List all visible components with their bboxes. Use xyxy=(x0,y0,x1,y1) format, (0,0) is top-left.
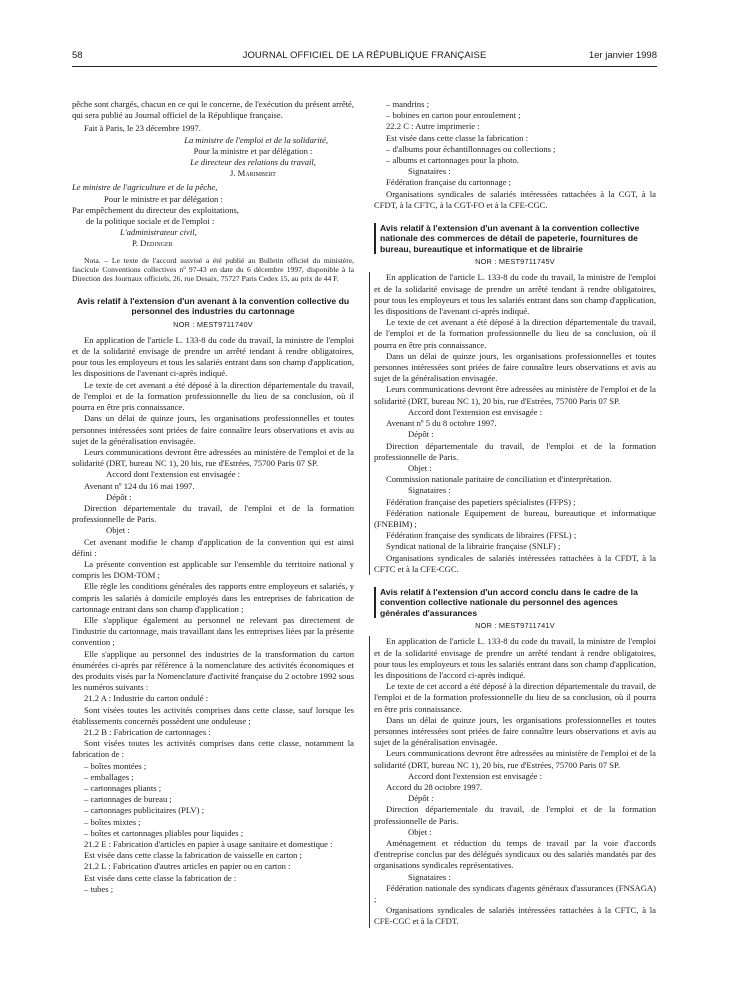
page-number: 58 xyxy=(72,50,83,61)
avis-1-objet-label: Objet : xyxy=(106,525,130,536)
avis-1-code-212l: 21.2 L : Fabrication d'autres articles en papier ou en carton : xyxy=(84,861,291,872)
signature-2-title: Le ministre de l'agriculture et de la pêche, xyxy=(72,182,218,193)
fait-line: Fait à Paris, le 23 décembre 1997. xyxy=(84,123,201,134)
right-column xyxy=(374,99,656,928)
avis-3-body xyxy=(369,636,656,927)
avis-1-code-212l-text: Est visée dans cette classe la fabrication de : xyxy=(84,872,237,883)
list-item: – boîtes montées ; xyxy=(84,760,147,771)
header-rule xyxy=(72,66,657,67)
avis-1-para-3: Dans un délai de quinze jours, les organisations professionnelles et toutes personnes intéressées sont priées de faire connaître leurs observations et avis au sujet de la généralisation envisagée. xyxy=(72,413,354,446)
avis-2-depot-text: Direction départementale du travail, de l'emploi et de la formation professionnelle de Paris. xyxy=(374,440,656,462)
avis-3-accord-label: Accord dont l'extension est envisagée : xyxy=(408,770,542,781)
avis-1-para-1: En application de l'article L. 133-8 du code du travail, la ministre de l'emploi et de la solidarité envisage de prendre un arrêté tendant à rendre obligatoires, pour tous les employeurs et tous les salariés entrant dans son champ d'application, les dispositions de l'avenant ci-après indiqué. xyxy=(72,334,354,379)
signature-1-name: J. Marimbert xyxy=(230,168,276,179)
signataires-label: Signataires : xyxy=(408,166,451,177)
avis-1-nor: NOR : MEST9711740V xyxy=(173,319,253,329)
avis-1-depot-label: Dépôt : xyxy=(106,491,132,502)
avis-1-code-212b: 21.2 B : Fabrication de cartonnages : xyxy=(84,726,211,737)
avis-2-avenant: Avenant nº 5 du 8 octobre 1997. xyxy=(386,418,497,429)
list-item: Syndicat national de la librairie française (SNLF) ; xyxy=(386,541,561,552)
list-item: – albums et cartonnages pour la photo. xyxy=(386,155,519,166)
signataire-1: Fédération française du cartonnage ; xyxy=(386,177,512,188)
avis-2-objet-text: Commission nationale paritaire de conciliation et d'interprétation. xyxy=(386,474,612,485)
avis-3-title: Avis relatif à l'extension d'un accord conclu dans le cadre de la convention collective nationale du personnel des agences générales d'assurances xyxy=(374,587,652,618)
signataire-2: Organisations syndicales de salariés intéressées rattachées à la CGT, à la CFDT, à la CFTC, à la CGT-FO et à la CFE-CGC. xyxy=(374,188,656,210)
avis-3-nor: NOR : MEST9711741V xyxy=(475,621,555,631)
list-item: – boîtes et cartonnages pliables pour liquides ; xyxy=(84,827,244,838)
code-222c: 22.2 C : Autre imprimerie : xyxy=(386,121,480,132)
avis-3-signataire-2: Organisations syndicales de salariés intéressées rattachées à la CFTC, à la CFE-CGC et à la CFDT. xyxy=(374,905,656,927)
list-item: Organisations syndicales de salariés intéressées rattachées à la CFDT, à la CFTC et à la CFE-CGC. xyxy=(374,552,656,574)
nota-note: Nota. – Le texte de l'accord susvisé a été publié au Bulletin officiel du ministère, fascicule Conventions collectives nº 97-43 en date du 6 décembre 1997, disponible à la Direction des Journaux officiels, 26, rue Desaix, 75727 Paris Cedex 15, au prix de 44 F. xyxy=(72,255,354,284)
avis-1-code-212a: 21.2 A : Industrie du carton ondulé : xyxy=(84,693,209,704)
avis-2-nor: NOR : MEST9711745V xyxy=(475,257,555,267)
list-item: – cartonnages pliants ; xyxy=(84,783,162,793)
avis-2-para-2: Le texte de cet avenant a été déposé à la direction départementale du travail, de l'emploi et de la formation professionnelle du lieu de sa conclusion, où il pourra en être pris connaissance. xyxy=(374,317,656,350)
list-item: – cartonnages de bureau ; xyxy=(84,794,172,805)
avis-1-clause-2: Elle règle les conditions générales des rapports entre employeurs et salariés, y compris les salariés à domicile employés dans les entreprises de fabrication de cartonnage entrant dans son champ d'application ; xyxy=(72,581,354,614)
avis-2-para-3: Dans un délai de quinze jours, les organisations professionnelles et toutes personnes intéressées sont priées de faire connaître leurs observations et avis au sujet de la généralisation envisagée. xyxy=(374,350,656,384)
avis-1-title: Avis relatif à l'extension d'un avenant à la convention collective du personnel des industries du cartonnage xyxy=(76,295,350,317)
avis-1-depot-text: Direction départementale du travail, de l'emploi et de la formation professionnelle de Paris. xyxy=(72,502,354,525)
list-item: – d'albums pour échantillonnages ou collections ; xyxy=(386,143,556,154)
avis-1-para-2: Le texte de cet avenant a été déposé à la direction départementale du travail, de l'emploi et de la formation professionnelle du lieu de sa conclusion, où il pourra en être pris connaissance. xyxy=(72,379,354,413)
avis-3-objet-text: Aménagement et réduction du temps de travail par la voie d'accords d'entreprise conclus par des délégués syndicaux ou des salariés mandatés par des organisations syndicales représentatives. xyxy=(374,838,656,871)
signature-1-role: Le directeur des relations du travail, xyxy=(190,157,316,168)
signature-2-empechement-1: Par empêchement du directeur des exploitations, xyxy=(72,204,240,215)
signature-1-delegation: Pour la ministre et par délégation : xyxy=(193,145,313,156)
avis-1-code-212e: 21.2 E : Fabrication d'articles en papier à usage sanitaire et domestique : xyxy=(84,839,333,850)
avis-3-para-4: Leurs communications devront être adressées au ministère de l'emploi et de la solidarité (DRT, bureau NC 1), 20 bis, rue d'Estrées, 75700 Paris 07 SP. xyxy=(374,748,656,770)
avis-3-objet-label: Objet : xyxy=(408,826,432,837)
avis-1-objet-text: Cet avenant modifie le champ d'application de la convention qui est ainsi défini : xyxy=(72,536,354,558)
signature-2-delegation: Pour le ministre et par délégation : xyxy=(104,193,223,204)
avis-2-para-1: En application de l'article L. 133-8 du code du travail, la ministre de l'emploi et de la solidarité envisage de prendre un arrêté tendant à rendre obligatoires, pour tous les employeurs et tous les salariés entrant dans son champ d'application, les dispositions de l'avenant ci-après indiqué. xyxy=(374,272,656,317)
list-item: Fédération française des syndicats de libraires (FFSL) ; xyxy=(386,530,577,541)
signature-2-role: L'administrateur civil, xyxy=(120,227,197,238)
avis-1-para-4: Leurs communications devront être adressées au ministère de l'emploi et de la solidarité (DRT, bureau NC 1), 20 bis, rue d'Estrées, 75700 Paris 07 SP. xyxy=(72,446,354,469)
intro-paragraph: pêche sont chargés, chacun en ce qui le concerne, de l'exécution du présent arrêté, qui sera publié au Journal officiel de la République française. xyxy=(72,99,354,121)
avis-3-depot-label: Dépôt : xyxy=(408,793,434,804)
avis-3-accord-date: Accord du 28 octobre 1997. xyxy=(386,782,483,792)
journal-title: JOURNAL OFFICIEL DE LA RÉPUBLIQUE FRANÇAISE xyxy=(242,50,487,61)
running-header xyxy=(72,50,657,66)
list-item: Fédération française des papetiers spécialistes (FFPS) ; xyxy=(386,496,576,507)
avis-2-accord-label: Accord dont l'extension est envisagée : xyxy=(408,406,542,417)
signature-2-empechement-2: de la politique sociale et de l'emploi : xyxy=(86,216,215,227)
list-item: – boîtes mixtes ; xyxy=(84,816,141,827)
avis-2-depot-label: Dépôt : xyxy=(408,429,434,440)
list-item: – tubes ; xyxy=(84,883,114,894)
avis-2-title: Avis relatif à l'extension d'un avenant à la convention collective nationale des commerces de détail de papeterie, fournitures de bureau, bureautique et informatique et de librairie xyxy=(374,223,652,254)
avis-1-accord-label: Accord dont l'extension est envisagée : xyxy=(106,469,240,480)
code-222c-text: Est visée dans cette classe la fabrication : xyxy=(386,132,528,143)
list-item: – emballages ; xyxy=(84,771,134,782)
avis-1-code-212a-text: Sont visées toutes les activités comprises dans cette classe, sauf lorsque les établissements concernés possèdent une onduleuse ; xyxy=(72,704,354,726)
avis-1-clause-4: Elle s'applique au personnel des industries de la transformation du carton énumérées ci-après par référence à la nomenclature des activités économiques et des produits visés par la Nomenclature d'activité française du 2 octobre 1992 sous les numéros suivants : xyxy=(72,648,354,693)
list-item: – mandrins ; xyxy=(386,99,429,109)
avis-3-para-2: Le texte de cet accord a été déposé à la direction départementale du travail, de l'emploi et de la formation professionnelle du lieu de sa conclusion, où il pourra en être pris connaissance. xyxy=(374,681,656,714)
signature-1-title: La ministre de l'emploi et de la solidarité, xyxy=(184,134,328,145)
list-item: Fédération nationale Equipement de bureau, bureautique et informatique (FNEBIM) ; xyxy=(374,507,656,529)
avis-3-depot-text: Direction départementale du travail, de l'emploi et de la formation professionnelle de Paris. xyxy=(374,804,656,826)
avis-2-body xyxy=(369,272,656,574)
avis-2-signataires-label: Signataires : xyxy=(408,485,451,496)
left-column xyxy=(72,99,354,895)
avis-2-para-4: Leurs communications devront être adressées au ministère de l'emploi et de la solidarité (DRT, bureau NC 1), 20 bis, rue d'Estrées, 75700 Paris 07 SP. xyxy=(374,384,656,406)
avis-2-objet-label: Objet : xyxy=(408,462,432,473)
list-item: – bobines en carton pour enroulement ; xyxy=(386,110,521,121)
avis-1-clause-3: Elle s'applique également au personnel ne relevant pas directement de l'industrie du cartonnage, mais travaillant dans les entreprises liées par la présente convention ; xyxy=(72,614,354,648)
avis-3-signataire-1: Fédération nationale des syndicats d'agents généraux d'assurances (FNSAGA) ; xyxy=(374,882,656,905)
avis-1-avenant: Avenant nº 124 du 16 mai 1997. xyxy=(84,480,195,491)
issue-date: 1er janvier 1998 xyxy=(588,50,657,61)
avis-3-signataires-label: Signataires : xyxy=(408,871,451,882)
avis-1-code-212b-text: Sont visées toutes les activités comprises dans cette classe, notamment la fabrication de : xyxy=(72,738,354,760)
avis-3-para-3: Dans un délai de quinze jours, les organisations professionnelles et toutes personnes intéressées sont priées de faire connaître leurs observations et avis au sujet de la généralisation envisagée. xyxy=(374,714,656,748)
list-item: – cartonnages publicitaires (PLV) ; xyxy=(84,805,204,816)
avis-3-para-1: En application de l'article L. 133-8 du code du travail, la ministre de l'emploi et de la solidarité envisage de prendre un arrêté tendant à rendre obligatoires, pour tous les employeurs et tous les salariés entrant dans son champ d'application, les dispositions de l'accord ci-après indiqué. xyxy=(374,636,656,680)
avis-1-clause-1: La présente convention est applicable sur l'ensemble du territoire national y compris les DOM-TOM ; xyxy=(72,558,354,581)
signature-2-name: P. Dedinger xyxy=(132,238,173,249)
avis-1-code-212e-text: Est visée dans cette classe la fabrication de vaisselle en carton ; xyxy=(84,850,302,861)
